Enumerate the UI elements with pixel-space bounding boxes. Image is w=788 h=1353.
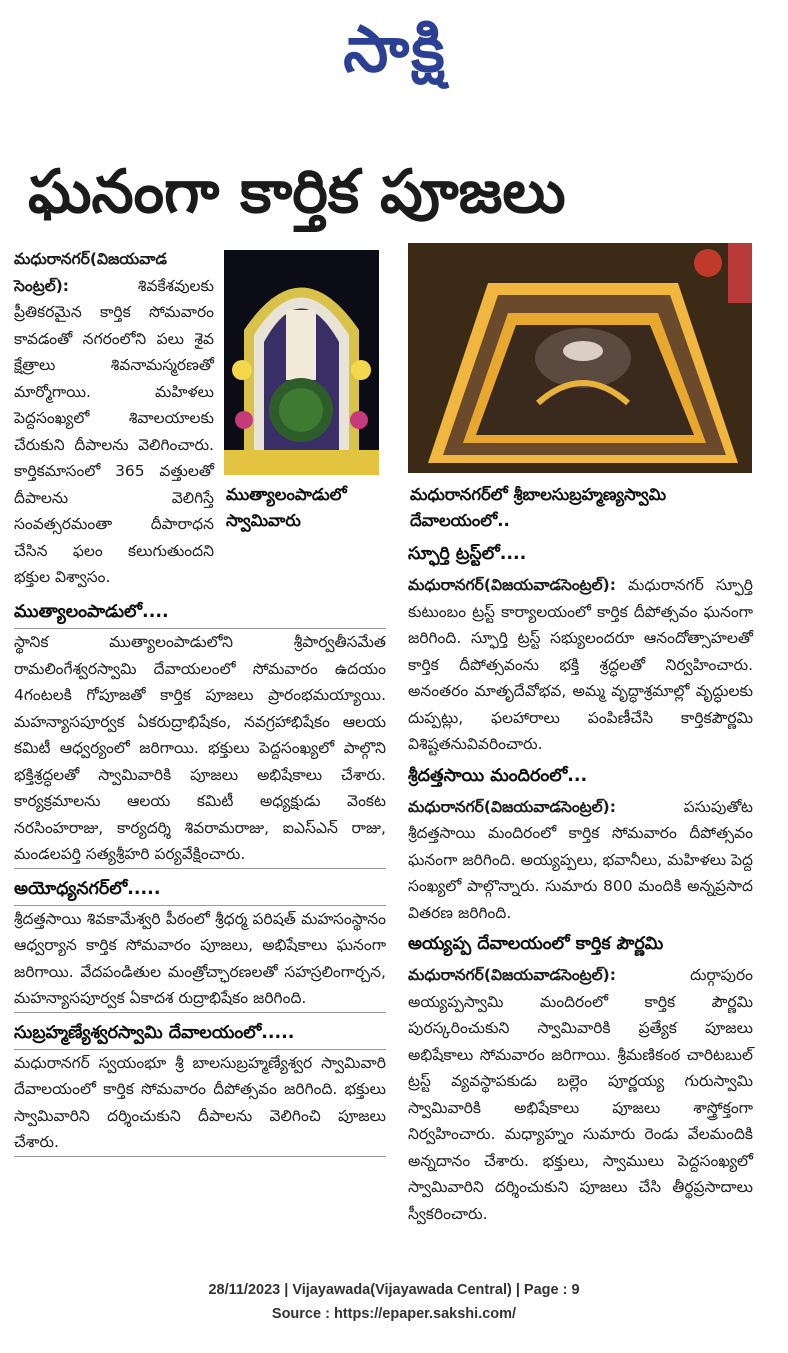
section-title-spurthi-trust: స్ఫూర్తి ట్రస్ట్‌లో....: [408, 544, 527, 564]
photo2-caption: మధురానగర్‌లో శ్రీబాలసుబ్రహ్మణ్యస్వామి దేవాలయంలో..: [410, 485, 667, 530]
section-text-spurthi-trust: [408, 572, 753, 758]
intro-dateline: మధురానగర్(విజయవాడ సెంట్రల్):: [14, 250, 167, 295]
deity-photo-illustration: [224, 250, 379, 475]
dateline-spurthi: మధురానగర్(విజయవాడసెంట్రల్):: [408, 576, 616, 594]
dateline-dattasai: మధురానగర్(విజయవాడసెంట్రల్):: [408, 797, 616, 816]
left-column: [14, 598, 386, 1157]
footer-date-edition: 28/11/2023 | Vijayawada(Vijayawada Central) | Page : 9: [208, 1282, 580, 1298]
intro-paragraph: [14, 246, 214, 591]
footer-source-link[interactable]: Source : https://epaper.sakshi.com/: [271, 1306, 517, 1322]
body-spurthi: మధురానగర్ స్ఫూర్తి కుటుంబం ట్రస్ట్ కార్యాలయంలో కార్తిక దీపోత్సవం ఘనంగా జరిగింది. స్ఫూర్తి ట్రస్ట్ సభ్యులందరూ ఆనందోత్సాహలతో కార్తిక దీపోత్సవంను భక్తి శ్రద్ధలతో నిర్వహించారు. అనంతరం మాతృదేవోభవ, అమ్మ వృద్ధాశ్రమాల్లో వృద్ధులకు దుప్పట్లు, ఫలహారాలు పంపిణీచేసి కార్తికపౌర్ణమి విశిష్టతనువివరించారు.: [408, 576, 753, 753]
dateline-ayyappa: మధురానగర్(విజయవాడసెంట్రల్):: [408, 966, 616, 984]
section-text-dattasai: [408, 794, 753, 927]
section-title-dattasai: శ్రీదత్తసాయి మందిరంలో...: [408, 765, 588, 786]
body-dattasai: పసుపుతోట శ్రీదత్తసాయి మందిరంలో కార్తిక సోమవారం దీపోత్సవం ఘనంగా జరిగింది. అయ్యప్పలు, భవానీలు, మహిళలు పెద్ద సంఖ్యలో పాల్గొన్నారు. సుమారు 800 మందికి అన్నప్రసాద వితరణ జరిగింది.: [408, 797, 753, 922]
section-title-muthyalampadu: ముత్యాలంపాడులో....: [14, 602, 169, 622]
photo-muthyalampadu-deity: [224, 250, 379, 475]
photo1-caption: ముత్యాలంపాడులో స్వామివారు: [226, 485, 347, 530]
masthead-logo: [290, 12, 500, 88]
photo-lamp-arrangement: [408, 243, 752, 473]
section-text-muthyalampadu: స్థానిక ముత్యాలంపాడులోని శ్రీపార్వతీసమేత రామలింగేశ్వరస్వామి దేవాయలంలో సోమవారం ఉదయం 4గంటలకి గోపూజతో కార్తిక పూజలు ప్రారంభమయ్యాయి. మహన్యాసపూర్వక ఏకరుద్రాభిషేకం, నవగ్రహాభిషేకం ఆలయ కమిటీ ఆధ్వర్యంలో జరిగాయి. భక్తులు పెద్దసంఖ్యలో పాల్గొని భక్తిశ్రద్ధలతో స్వామివారికి పూజలు అభిషేకాలు చేశారు. కార్యక్రమాలను ఆలయ కమిటీ అధ్యక్షుడు వెంకట నరసింహరాజు, కార్యదర్శి శివరామరాజు, ఐఎస్ఎన్ రాజు, మండలపర్తి సత్యశ్రీహరి పర్యవేక్షించారు.: [14, 628, 386, 869]
section-text-subrahmanyeswara: మధురానగర్ స్వయంభూ శ్రీ బాలసుబ్రహ్మణ్యేశ్వర స్వామివారి దేవాలయంలో కార్తిక సోమవారం దీపోత్సవం జరిగింది. భక్తులు స్వామివారిని దర్శించుకుని దీపాలను వెలిగించి పూజలు చేశారు.: [14, 1049, 386, 1157]
section-title-ayodhyanagar: అయోధ్యనగర్‌లో.....: [14, 878, 161, 899]
intro-text: శివకేశవులకు ప్రీతికరమైన కార్తిక సోమవారం కావడంతో నగరంలోని పలు శైవ క్షేత్రాలు శివనామస్మరణతో మార్మోగాయి. మహిళలు పెద్దసంఖ్యలో శివాలయాలకు చేరుకుని దీపాలను వెలిగించారు. కార్తికమాసంలో 365 వత్తులతో దీపాలను వెలిగిస్తే సంవత్సరమంతా దీపారాధన చేసిన ఫలం కలుగుతుందని భక్తుల విశ్వాసం.: [14, 276, 214, 586]
body-ayyappa: దుర్గాపురం అయ్యప్పస్వామి మందిరంలో కార్తిక పౌర్ణమి పురస్కరించుకుని స్వామివారికి ప్రత్యేక పూజలు అభిషేకాలు సోమవారం జరిగాయి. శ్రీమణికంఠ చారిటబుల్ ట్రస్ట్ వ్యవస్థాపకుడు బల్లెం పూర్ణయ్య గురుస్వామి స్వామివారికి అభిషేకాలు పూజలు శాస్త్రోక్తంగా నిర్వహించారు. మధ్యాహ్నం సుమారు రెండు వేలమందికి అన్నదానం చేశారు. భక్తులు, స్వాములు పెద్దసంఖ్యలో స్వామివారిని దర్శించుకుని పూజలు చేసి తీర్థప్రసాదాలు స్వీకరించారు.: [408, 966, 753, 1223]
right-column: [408, 540, 753, 1227]
masthead-logo-text: సాక్షి: [343, 13, 447, 87]
section-title-subrahmanyeswara: సుబ్రహ్మణ్యేశ్వరస్వామి దేవాలయంలో.....: [14, 1022, 295, 1043]
intro-column: [14, 246, 214, 591]
section-text-ayyappa: [408, 962, 753, 1227]
headline: ఘనంగా కార్తిక పూజలు: [28, 157, 566, 227]
lamps-photo-illustration: [408, 243, 752, 473]
section-text-ayodhyanagar: శ్రీదత్తసాయి శివకామేశ్వరి పీఠంలో శ్రీధర్మ పరిషత్ మహసంస్థానం ఆధ్వర్యాన కార్తిక సోమవారం పూజలు, అభిషేకాలు ఘనంగా జరిగాయి. వేదపండితుల మంత్రోచ్ఛారణలతో సహస్రలింగార్చన, మహన్యాసపూర్వక ఏకాదశ రుద్రాభిషేకం జరిగింది.: [14, 905, 386, 1013]
section-title-ayyappa: అయ్యప్ప దేవాలయంలో కార్తిక పౌర్ణమి: [408, 934, 664, 954]
